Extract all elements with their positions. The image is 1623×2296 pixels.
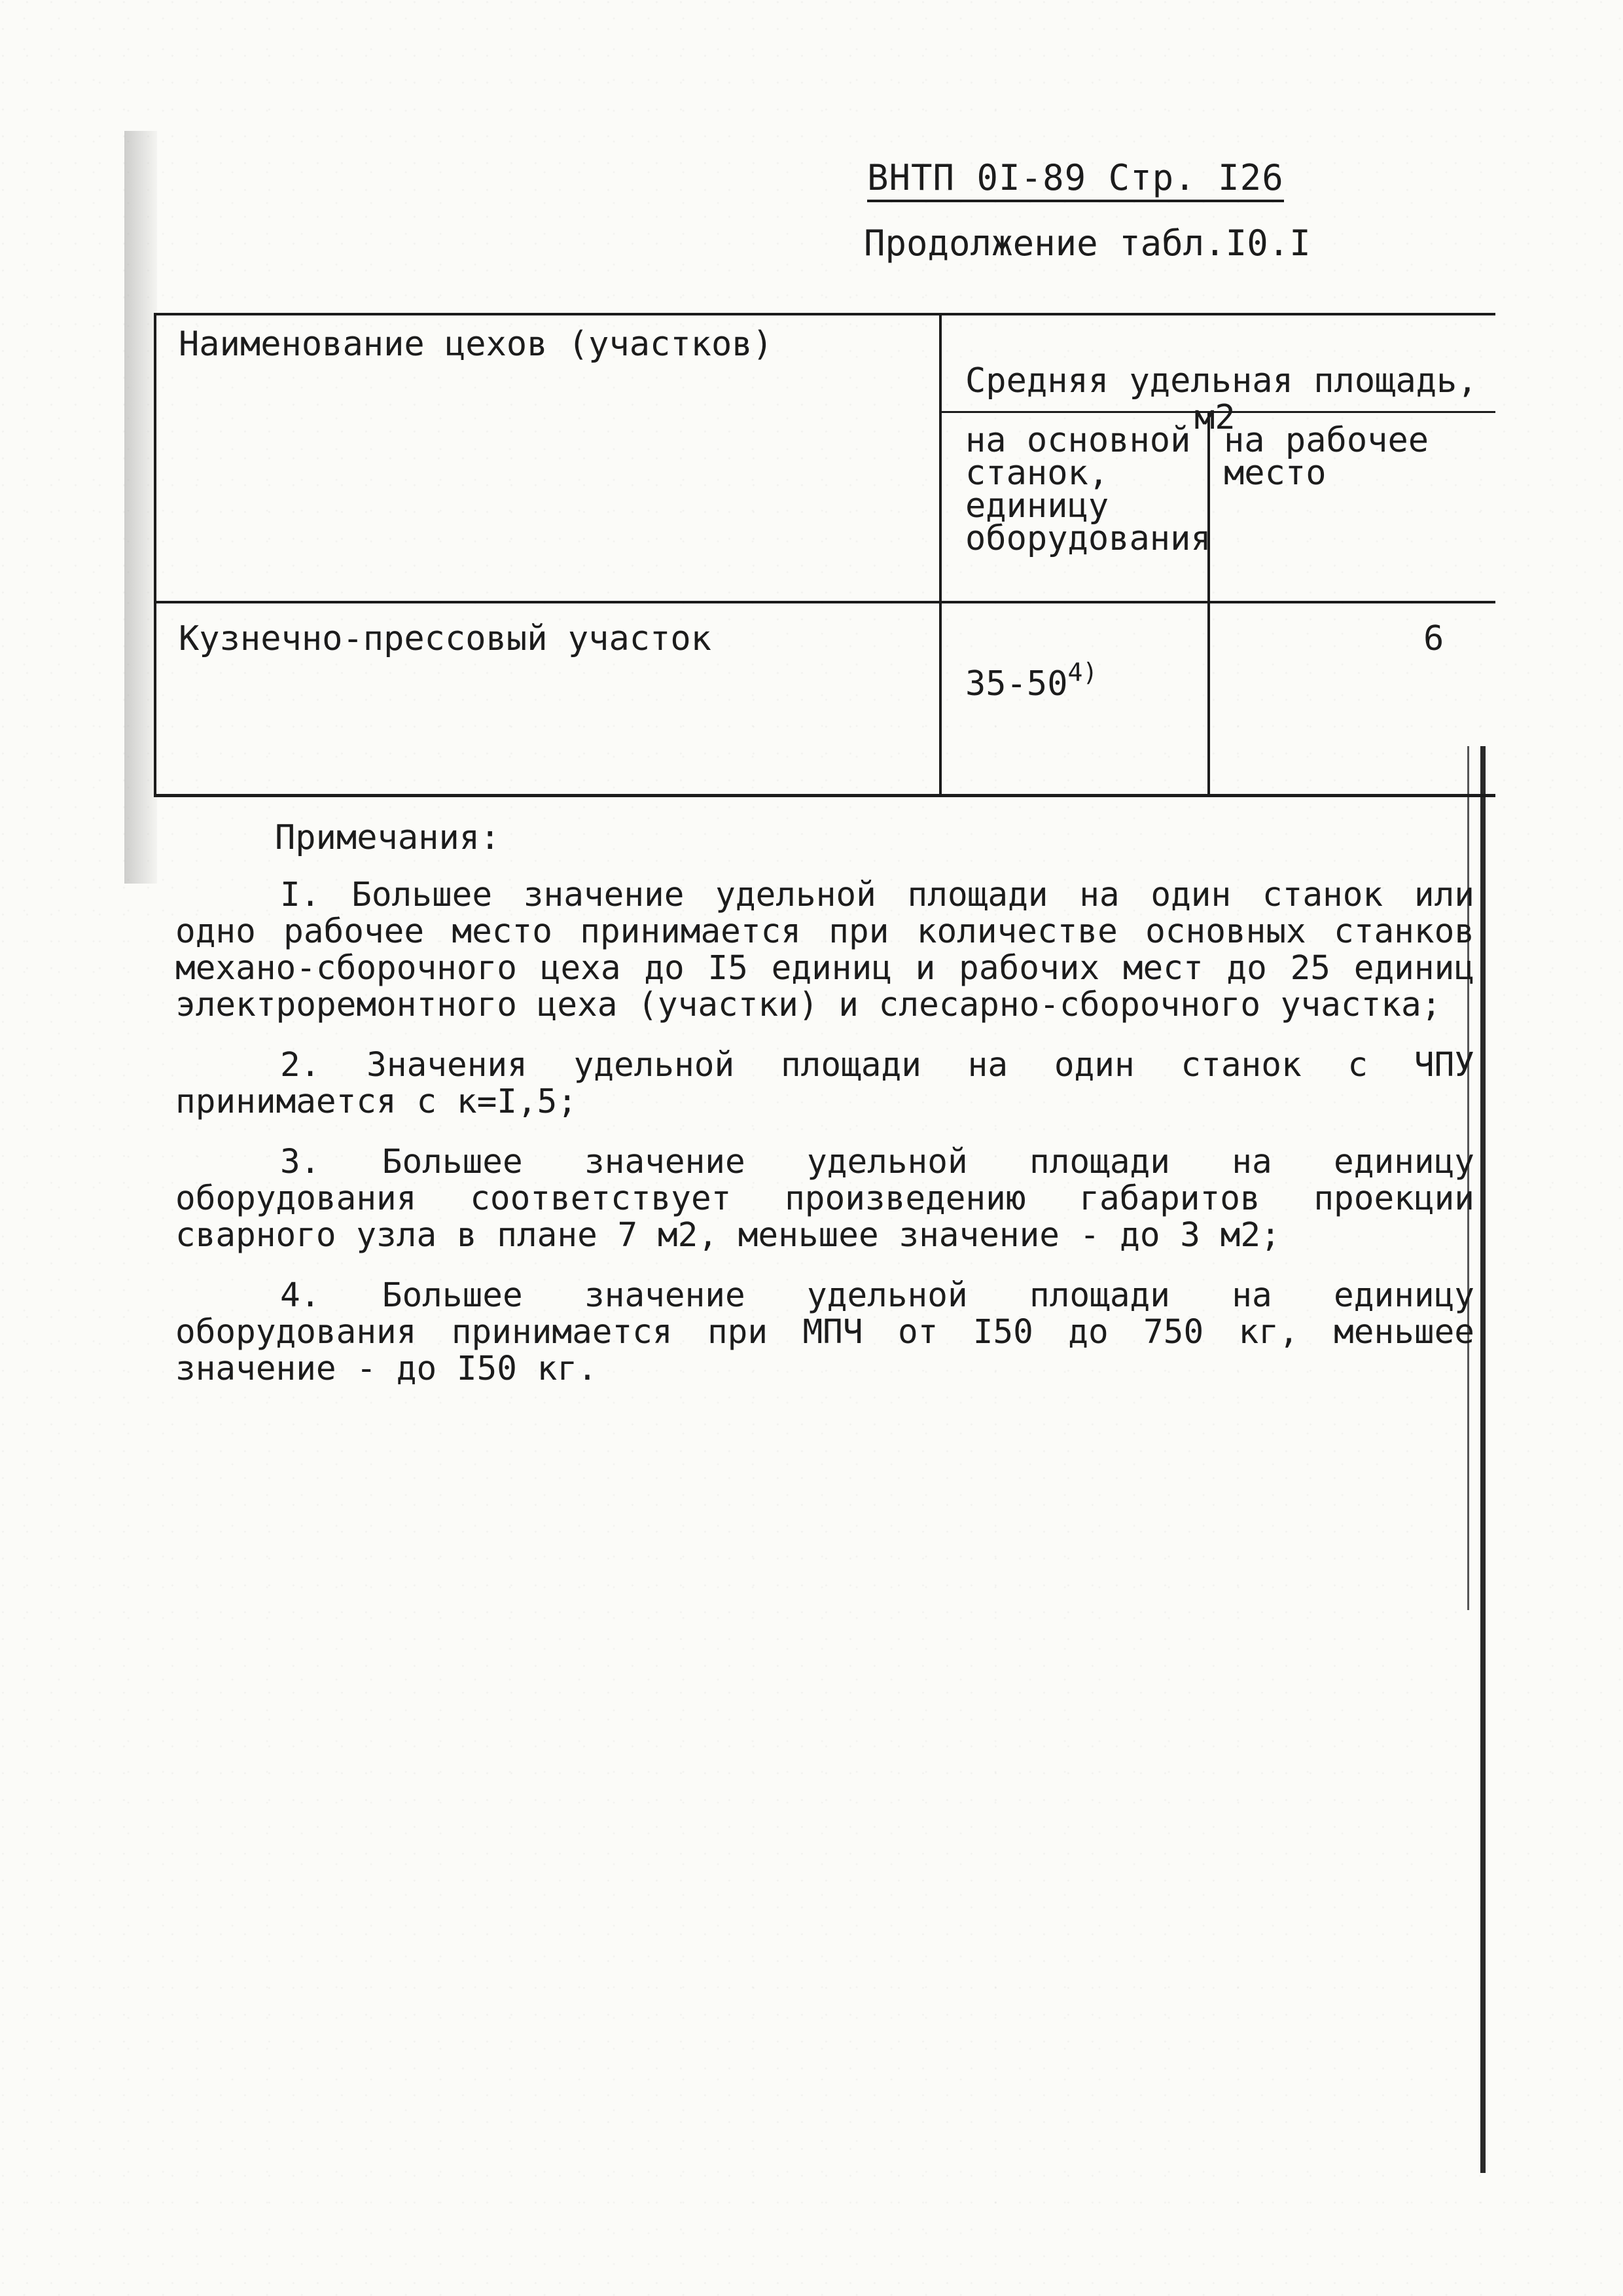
base-value: 35-50 (965, 664, 1068, 704)
table-header-bottom (154, 601, 1495, 603)
header-per-machine: на основной станок, единицу оборудования (965, 421, 1211, 558)
notes-title: Примечания: (275, 818, 501, 857)
note-item-4: 4. Большее значение удельной площади на единицу оборудования принимается при МПЧ от I50 до 750 кг, меньшее значение - до I50 кг. (175, 1276, 1474, 1388)
header-average-area-line1: Средняя удельная площадь, (965, 361, 1478, 401)
note-item-3: 3. Большее значение удельной площади на единицу оборудования соответствует произведению габаритов проекции сварного узла в плане 7 м2, меньшее значение - до 3 м2; (175, 1143, 1474, 1255)
table-border-top (154, 313, 1495, 315)
scan-edge-shading (124, 131, 157, 884)
base-footnote-ref: 4) (1067, 658, 1098, 687)
area-table (154, 313, 1495, 797)
header-workshop-name: Наименование цехов (участков) (179, 325, 773, 364)
note-item-1: I. Большее значение удельной площади на один станок или одно рабочее место принимается при количестве основных станков механо-сборочного цеха до I5 единиц и рабочих мест до 25 единиц электроремонтного цеха (участки) и слесарно-сборочного участка; (175, 876, 1474, 1024)
table-row-work-value: 6 (1423, 619, 1444, 658)
table-row-base-value (965, 617, 1097, 702)
table-continuation-label: Продолжение табл.I0.I (864, 223, 1311, 264)
table-column-divider-1 (939, 313, 942, 797)
note-item-2: 2. Значения удельной площади на один станок с ЧПУ принимается с к=I,5; (175, 1046, 1474, 1121)
header-average-area-unit: м2 (1194, 398, 1236, 437)
header-per-workplace: на рабочее место (1224, 421, 1429, 493)
document-code: ВНТП 0I-89 Стр. I26 (867, 157, 1284, 202)
right-margin-rule (1480, 746, 1486, 2173)
table-row-name: Кузнечно-прессовый участок (179, 619, 711, 658)
table-border-left (154, 313, 156, 797)
table-border-bottom (154, 794, 1495, 797)
